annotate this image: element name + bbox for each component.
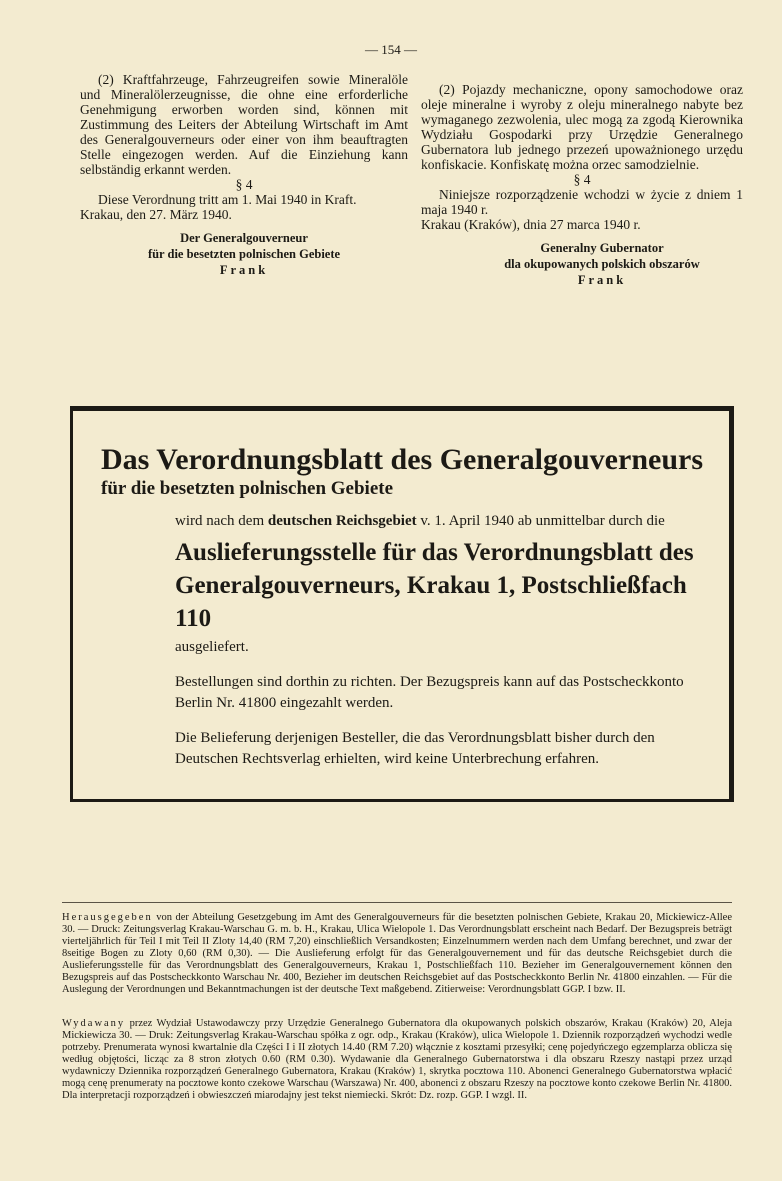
notice-order-text: Bestellungen sind dorthin zu richten. Der Bezugspreis kann auf das Postscheckkonto Berlin Nr. 41800 eingezahlt werden. <box>175 674 684 711</box>
polish-signature-name: Frank <box>577 273 627 287</box>
german-signature-area: für die besetzten polnischen Gebiete <box>147 247 341 261</box>
notice-distribution-office: Auslieferungsstelle für das Verordnungsblatt des <box>175 539 694 566</box>
page-number: — 154 — <box>365 42 417 57</box>
footer-polish-text: przez Wydział Ustawodawczy przy Urzędzie Generalnego Gubernatora dla okupowanych polskich obszarów, Krakau (Kraków) 20, Aleja Mickiewicza 30. — Druk: Zeitungsverlag Krakau-Warschau spółka z ogr. odp., Krakau (Kraków), ulica Wielopole 1. Dziennik rozporządzeń wychodzi wedle potrzeby. Prenumerata wynosi kwartalnie dla Części I i II złotych 14.40 (RM 7.20) włącznie z kosztami przesyłki; cenę pojedyńczego egzemplarza oblicza się według objętości, licząc za 8 stron złotych 0.60 (RM 0.30). Wydawanie dla Generalnego Gubernatorstwa i dla obszaru Rzeszy nastąpi przez urząd wydawniczy Dziennika rozporządzeń Generalnego Gubernatora, Krakau (Kraków) 1, skrytka pocztowa 110. Abonenci Generalnego Gubernatorstwa wpłacić mogą cenę prenumeraty na pocztowe konto czekowe Warschau (Warszawa) Nr. 400, abonenci z obszaru Rzeszy na pocztowe konto czekowe Berlin Nr. 41800. Dla interpretacji rozporządzeń i obwieszczeń miarodajny jest tekst niemiecki. Skrót: Dz. rozp. GGP. I wzgl. II. <box>62 1018 733 1101</box>
german-section-number: § 4 <box>235 177 253 192</box>
footer-german <box>62 912 732 996</box>
german-section-text: Diese Verordnung tritt am 1. Mai 1940 in Kraft. <box>98 192 357 207</box>
notice-intro-bold: deutschen Reichsgebiet <box>267 513 417 529</box>
notice-title: Das Verordnungsblatt des Generalgouverneurs <box>101 443 703 476</box>
footer-divider <box>62 902 732 903</box>
german-signature <box>80 230 408 278</box>
german-place-date: Krakau, den 27. März 1940. <box>80 207 232 222</box>
footer-polish <box>62 1018 732 1102</box>
notice-subtitle: für die besetzten polnischen Gebiete <box>101 478 394 499</box>
german-signature-title: Der Generalgouverneur <box>180 231 308 245</box>
german-signature-name: Frank <box>219 263 269 277</box>
notice-box <box>70 406 734 802</box>
polish-signature-title: Generalny Gubernator <box>540 241 664 255</box>
notice-delivery-intro <box>175 511 711 532</box>
footer-polish-lead: Wydawany <box>62 1018 126 1029</box>
polish-column <box>421 82 743 288</box>
polish-section-text: Niniejsze rozporządzenie wchodzi w życie z dniem 1 maja 1940 r. <box>421 187 743 217</box>
polish-section-number: § 4 <box>573 172 591 187</box>
german-column <box>80 72 408 278</box>
footer-german-lead: Herausgegeben <box>62 912 153 923</box>
polish-signature-area: dla okupowanych polskich obszarów <box>504 257 700 271</box>
notice-intro-end: v. 1. April 1940 ab unmittelbar durch die <box>420 513 665 529</box>
notice-distribution-address: Generalgouverneurs, Krakau 1, Postschließfach 110 <box>175 572 687 632</box>
notice-intro-start: wird nach dem <box>175 513 265 529</box>
footer-german-text: von der Abteilung Gesetzgebung im Amt des Generalgouverneurs für die besetzten polnischen Gebiete, Krakau 20, Mickiewicz-Allee 30. — Druck: Zeitungsverlag Krakau-Warschau G. m. b. H., Krakau, Ulica Wielopole 1. Das Verordnungsblatt erscheint nach Bedarf. Der Bezugspreis beträgt vierteljährlich für Teil I mit Teil II Zloty 14,40 (RM 7,20) einschließlich Versandkosten; Einzelnummern werden nach dem Umfang berechnet, und zwar der 8seitige Bogen zu Zloty 0,60 (RM 0,30). — Die Auslieferung erfolgt für das Generalgouvernement und für das deutsche Reichsgebiet durch die Auslieferungsstelle für das Verordnungsblatt des Generalgouverneurs, Krakau 1, Postschließfach 110. Bezieher im Generalgouvernement können den Bezugspreis auf das Postscheckkonto Warschau Nr. 400, Bezieher im deutschen Reichsgebiet auf das Postscheckkonto Berlin Nr. 41800 einzahlen. — Für die Auslegung der Verordnungen und Bekanntmachungen ist der deutsche Text maßgebend. Zitierweise: Verordnungsblatt GGP. I bzw. II. <box>62 912 732 995</box>
polish-signature <box>461 240 743 288</box>
german-paragraph-2: (2) Kraftfahrzeuge, Fahrzeugreifen sowie Mineralöle und Mineralölerzeugnisse, die ohne eine erforderliche Genehmigung erworben worden sind, können mit Zustimmung des Leiters der Abteilung Wirtschaft im Amt des Generalgouverneurs oder einer von ihm beauftragten Stelle eingezogen werden. Auf die Einziehung kann selbständig erkannt werden. <box>80 72 408 177</box>
polish-paragraph-2: (2) Pojazdy mechaniczne, opony samochodowe oraz oleje mineralne i wyroby z oleju mineralnego nabyte bez wymaganego zezwolenia, ulec mogą za zgodą Kierownika Wydziału Gospodarki przy Urzędzie Generalnego Gubernatora lub jednego przezeń upoważnionego urzędu konfiskacie. Konfiskatę można orzec samodzielnie. <box>421 82 743 172</box>
polish-place-date: Krakau (Kraków), dnia 27 marca 1940 r. <box>421 217 641 232</box>
notice-delivery-text: Die Belieferung derjenigen Besteller, die das Verordnungsblatt bisher durch den Deutschen Rechtsverlag erhielten, wird keine Unterbrechung erfahren. <box>175 730 655 767</box>
notice-delivered: ausgeliefert. <box>175 639 249 655</box>
